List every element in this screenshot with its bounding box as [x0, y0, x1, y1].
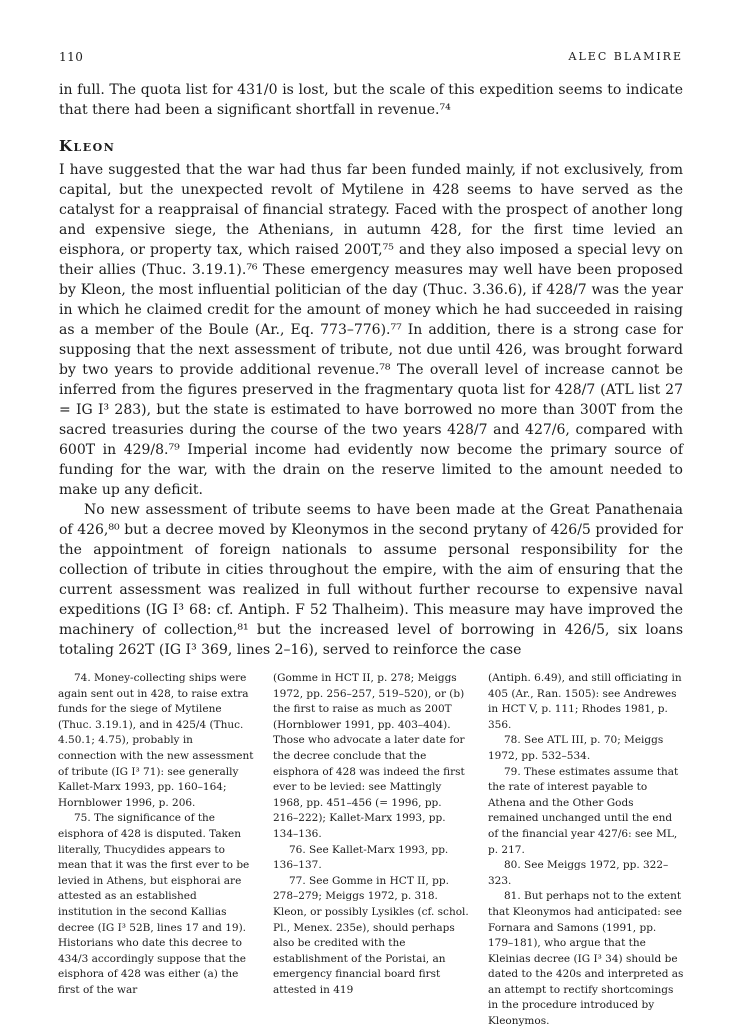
main-text	[59, 160, 683, 660]
footnote-75: 75. The significance of the eisphora of 428 is disputed. Taken literally, Thucydides appears to mean that it was the first ever to be levied in Athens, but eisphorai are attested as an established institution in the second Kallias decree (IG I³ 52B, lines 17 and 19). Historians who date this decree to 434/3 accordingly suppose that the eisphora of 428 was either (a) the first of the war	[58, 812, 250, 996]
intro-paragraph: in full. The quota list for 431/0 is lost, but the scale of this expedition seems to indicate that there had been a significant shortfall in revenue.⁷⁴	[59, 82, 683, 118]
footnote-column-3	[488, 671, 684, 1030]
running-head	[59, 40, 683, 64]
footnote-79: 79. These estimates assume that the rate of interest payable to Athena and the Other Gods remained unchanged until the end of the financial year 427/6: see ML, p. 217.	[488, 765, 679, 856]
footnote-column-1	[58, 671, 254, 998]
footnote-74: 74. Money-collecting ships were again sent out in 428, to raise extra funds for the siege of Mytilene (Thuc. 3.19.1), and in 425/4 (Thuc. 4.50.1; 4.75), probably in connection with the new assessment of tribute (IG I³ 71): see generally Kallet-Marx 1993, pp. 160–164; Hornblower 1996, p. 206.	[58, 672, 254, 809]
footnote-75-continued: (Gomme in HCT II, p. 278; Meiggs 1972, pp. 256–257, 519–520), or (b) the first to raise as much as 200T (Hornblower 1991, pp. 403–404). Those who advocate a later date for the decree conclude that the eisphora of 428 was indeed the first ever to be levied: see Mattingly 1968, pp. 451–456 (= 1996, pp. 216–222); Kallet-Marx 1993, pp. 134–136.	[273, 672, 465, 840]
section-heading: Kleon	[59, 137, 116, 155]
footnote-81: 81. But perhaps not to the extent that Kleonymos had anticipated: see Fornara and Samons (1991, pp. 179–181), who argue that the Kleinias decree (IG I³ 34) should be dated to the 420s and interpreted as an attempt to rectify shortcomings in the procedure introduced by Kleonymos.	[488, 890, 684, 1028]
footnotes	[58, 671, 684, 1028]
intro-paragraph-block	[59, 80, 683, 120]
page-number: 110	[59, 50, 84, 64]
running-head-author: ALEC BLAMIRE	[568, 50, 683, 63]
footnote-76: 76. See Kallet-Marx 1993, pp. 136–137.	[273, 843, 449, 872]
footnote-78: 78. See ATL III, p. 70; Meiggs 1972, pp. 532–534.	[488, 734, 664, 762]
paragraph-2: No new assessment of tribute seems to have been made at the Great Panathenaia of 426,⁸⁰ but a decree moved by Kleonymos in the second prytany of 426/5 provided for the appointment of foreign nationals to assume personal responsibility for the collection of tribute in cities throughout the empire, with the aim of ensuring that the current assessment was realized in full without further recourse to expensive naval expeditions (IG I³ 68: cf. Antiph. F 52 Thalheim). This measure may have improved the machinery of collection,⁸¹ but the increased level of borrowing in 426/5, six loans totaling 262T (IG I³ 369, lines 2–16), served to reinforce the case	[59, 502, 683, 658]
footnote-column-2	[273, 671, 469, 998]
footnote-77-continued: (Antiph. 6.49), and still officiating in 405 (Ar., Ran. 1505): see Andrewes in HCT V, p. 111; Rhodes 1981, p. 356.	[488, 672, 682, 731]
footnote-80: 80. See Meiggs 1972, pp. 322–323.	[488, 859, 669, 887]
paragraph-1: I have suggested that the war had thus far been funded mainly, if not exclusively, from capital, but the unexpected revolt of Mytilene in 428 seems to have served as the catalyst for a reappraisal of financial strategy. Faced with the prospect of another long and expensive siege, the Athenians, in autumn 428, for the first time levied an eisphora, or property tax, which raised 200T,⁷⁵ and they also imposed a special levy on their allies (Thuc. 3.19.1).⁷⁶ These emergency measures may well have been proposed by Kleon, the most influential politician of the day (Thuc. 3.36.6), if 428/7 was the year in which he claimed credit for the amount of money which he had succeeded in raising as a member of the Boule (Ar., Eq. 773–776).⁷⁷ In addition, there is a strong case for supposing that the next assessment of tribute, not due until 426, was brought forward by two years to provide additional revenue.⁷⁸ The overall level of increase cannot be inferred from the figures preserved in the fragmentary quota list for 428/7 (ATL list 27 = IG I³ 283), but the state is estimated to have borrowed no more than 300T from the sacred treasuries during the course of the two years 428/7 and 427/6, compared with 600T in 429/8.⁷⁹ Imperial income had evidently now become the primary source of funding for the war, with the drain on the reserve limited to the amount needed to make up any deficit.	[59, 162, 683, 498]
footnote-77: 77. See Gomme in HCT II, pp. 278–279; Meiggs 1972, p. 318. Kleon, or possibly Lysikles (cf. schol. Pl., Menex. 235e), should perhaps also be credited with the establishment of the Poristai, an emergency financial board first attested in 419	[273, 874, 469, 996]
